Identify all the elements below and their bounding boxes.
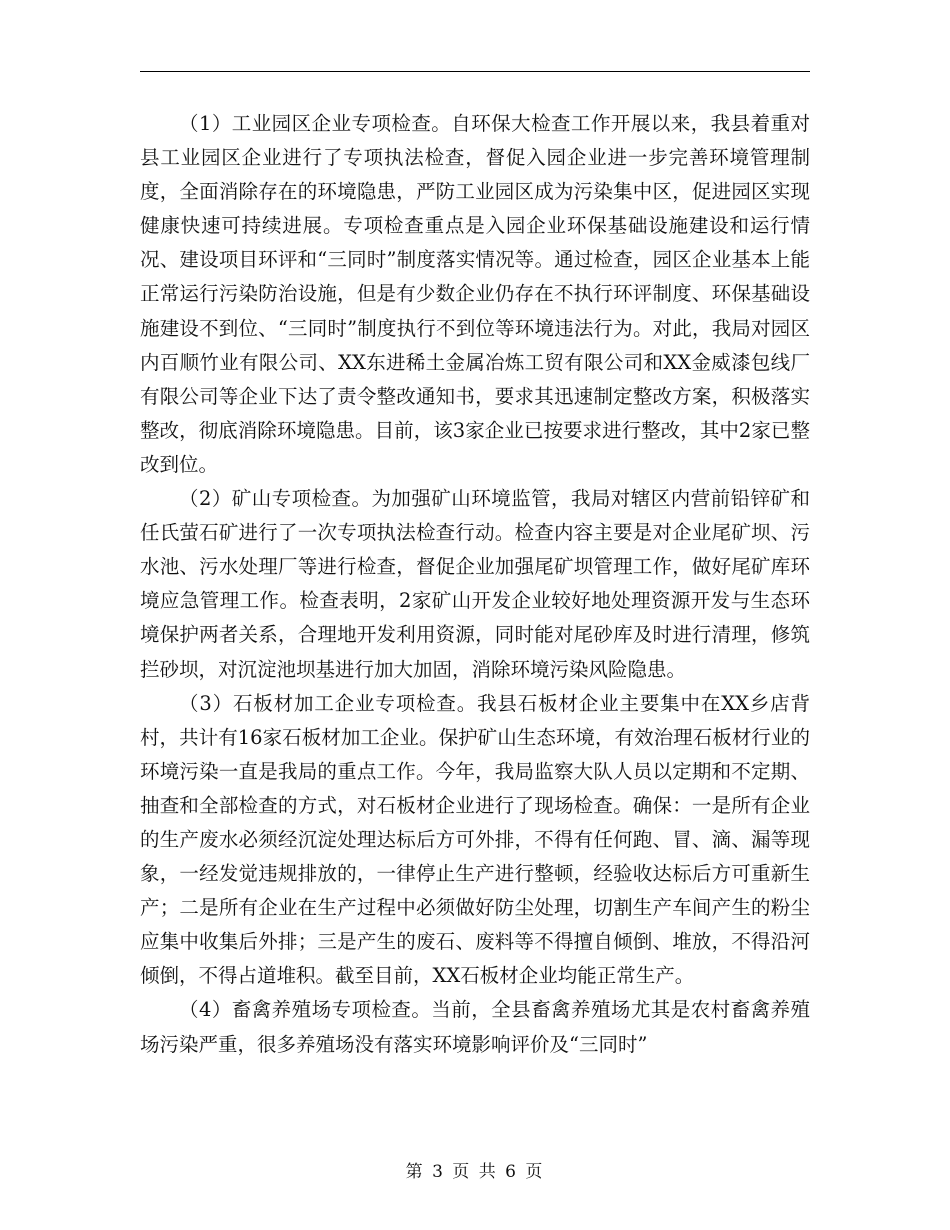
paragraph-mine-inspection: （2）矿山专项检查。为加强矿山环境监管，我局对辖区内营前铅锌矿和任氏萤石矿进行了一次专项执法检查行动。检查内容主要是对企业尾矿坝、污水池、污水处理厂等进行检查，督促企业加强尾矿坝管理工作，做好尾矿库环境应急管理工作。检查表明，2家矿山开发企业较好地处理资源开发与生态环境保护两者关系，合理地开发利用资源，同时能对尾砂库及时进行清理，修筑拦砂坝，对沉淀池坝基进行加大加固，消除环境污染风险隐患。	[140, 487, 810, 681]
paragraph-industrial-park: （1）工业园区企业专项检查。自环保大检查工作开展以来，我县着重对县工业园区企业进行了专项执法检查，督促入园企业进一步完善环境管理制度，全面消除存在的环境隐患，严防工业园区成为污染集中区，促进园区实现健康快速可持续进展。专项检查重点是入园企业环保基础设施建设和运行情况、建设项目环评和“三同时”制度落实情况等。通过检查，园区企业基本上能正常运行污染防治设施，但是有少数企业仍存在不执行环评制度、环保基础设施建设不到位、“三同时”制度执行不到位等环境违法行为。对此，我局对园区内百顺竹业有限公司、XX东进稀土金属冶炼工贸有限公司和XX金威漆包线厂有限公司等企业下达了责令整改通知书，要求其迅速制定整改方案，积极落实整改，彻底消除环境隐患。目前，该3家企业已按要求进行整改，其中2家已整改到位。	[140, 112, 810, 476]
paragraph-stone-slab: （3）石板材加工企业专项检查。我县石板材企业主要集中在XX乡店背村，共计有16家石板材加工企业。保护矿山生态环境，有效治理石板材行业的环境污染一直是我局的重点工作。今年，我局监察大队人员以定期和不定期、抽查和全部检查的方式，对石板材企业进行了现场检查。确保：一是所有企业的生产废水必须经沉淀处理达标后方可外排，不得有任何跑、冒、滴、漏等现象，一经发觉违规排放的，一律停止生产进行整顿，经验收达标后方可重新生产；二是所有企业在生产过程中必须做好防尘处理，切割生产车间产生的粉尘应集中收集后外排；三是产生的废石、废料等不得擅自倾倒、堆放，不得沿河倾倒，不得占道堆积。截至目前，XX石板材企业均能正常生产。	[140, 691, 810, 988]
document-body	[140, 107, 810, 1062]
paragraph-livestock: （4）畜禽养殖场专项检查。当前，全县畜禽养殖场尤其是农村畜禽养殖场污染严重，很多养殖场没有落实环境影响评价及“三同时”	[140, 998, 810, 1056]
page-footer: 第 3 页 共 6 页	[405, 1162, 545, 1182]
header-rule	[140, 71, 810, 72]
